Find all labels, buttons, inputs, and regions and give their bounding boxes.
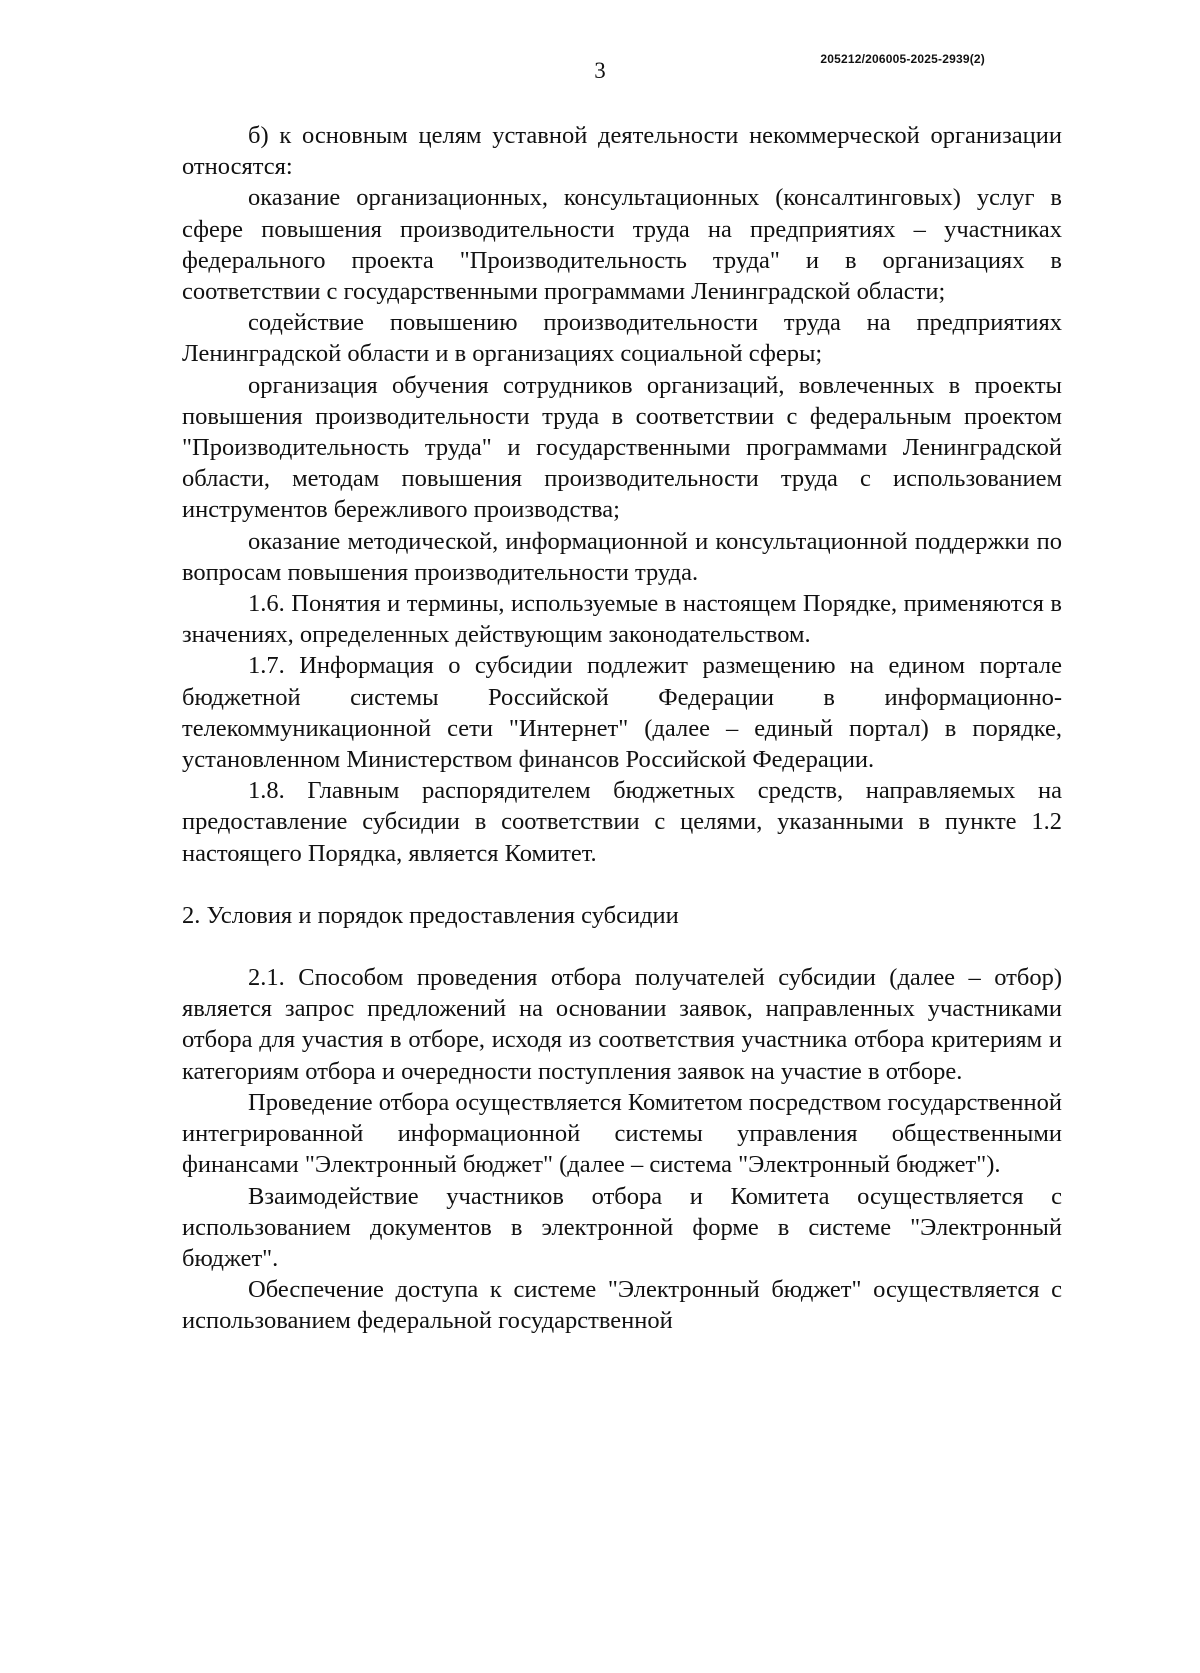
paragraph-1-8: 1.8. Главным распорядителем бюджетных средств, направляемых на предоставление субсидии в соответствии с целями, указанными в пункте 1.2 настоящего Порядка, является Комитет. [182, 777, 1062, 867]
paragraph-1-6: 1.6. Понятия и термины, используемые в настоящем Порядке, применяются в значениях, определенных действующим законодательством. [182, 590, 1062, 649]
paragraph-access: Обеспечение доступа к системе "Электронный бюджет" осуществляется с использованием федеральной государственной [182, 1276, 1062, 1335]
page-number: 3 [594, 58, 606, 83]
paragraph-goals-intro: б) к основным целям уставной деятельности некоммерческой организации относятся: [182, 122, 1062, 181]
paragraph-interaction: Взаимодействие участников отбора и Комитета осуществляется с использованием документов в электронной форме в системе "Электронный бюджет". [182, 1182, 1062, 1272]
paragraph-selection-conduct: Проведение отбора осуществляется Комитетом посредством государственной интегрированной информационной системы управления общественными финансами "Электронный бюджет" (далее – система "Электронный бюджет"). [182, 1088, 1062, 1179]
document-code: 205212/206005-2025-2939(2) [820, 52, 985, 66]
section-heading: 2. Условия и порядок предоставления субсидии [182, 901, 679, 929]
paragraph-methodical-support: оказание методической, информационной и консультационной поддержки по вопросам повышения производительности труда. [182, 527, 1062, 586]
paragraph-1-7: 1.7. Информация о субсидии подлежит размещению на едином портале бюджетной системы Российской Федерации в информационно-телекоммуникационной сети "Интернет" (далее – единый портал) в порядке, установленном Министерством финансов Российской Федерации. [182, 652, 1062, 774]
document-body [182, 120, 1062, 1337]
paragraph-productivity-support: содействие повышению производительности труда на предприятиях Ленинградской области и в организациях социальной сферы; [182, 309, 1062, 368]
paragraph-staff-training: организация обучения сотрудников организаций, вовлеченных в проекты повышения производительности труда в соответствии с федеральным проектом "Производительность труда" и государственными программами Ленинградской области, методам повышения производительности труда с использованием инструментов бережливого производства; [182, 371, 1062, 524]
paragraph-consulting-services: оказание организационных, консультационных (консалтинговых) услуг в сфере повышения производительности труда на предприятиях – участниках федерального проекта "Производительность труда" и в организациях в соответствии с государственными программами Ленинградской области; [182, 184, 1062, 306]
paragraph-2-1: 2.1. Способом проведения отбора получателей субсидии (далее – отбор) является запрос предложений на основании заявок, направленных участниками отбора для участия в отборе, исходя из соответствия участника отбора критериям и категориям отбора и очередности поступления заявок на участие в отборе. [182, 964, 1062, 1085]
